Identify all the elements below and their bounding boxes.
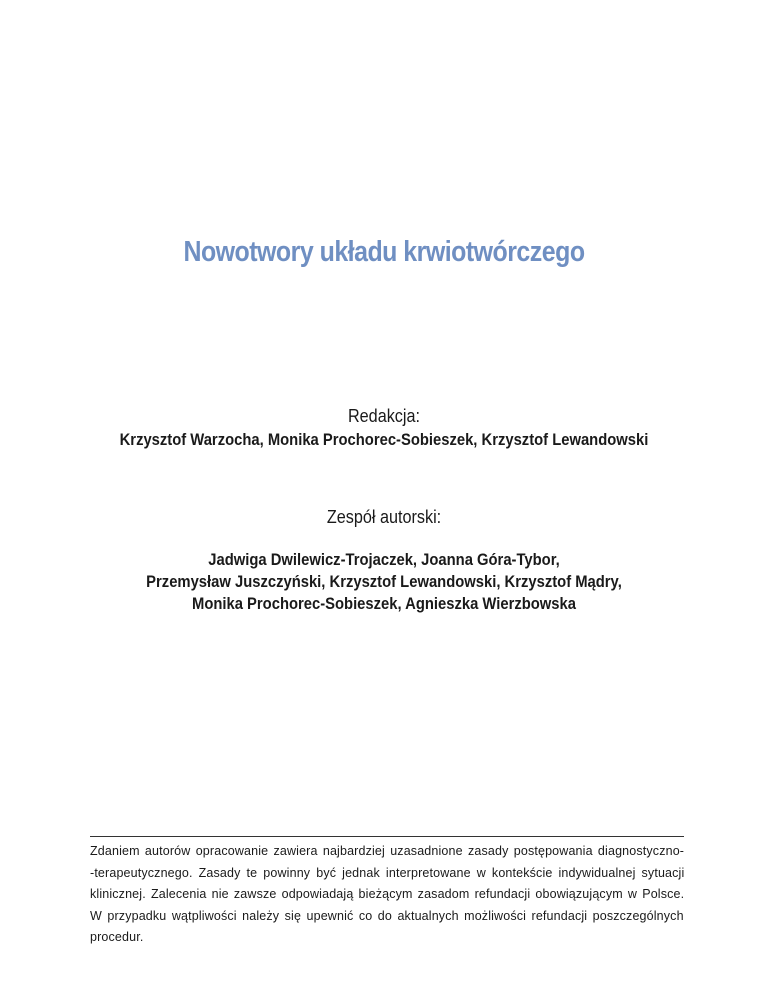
disclaimer-line: Zdaniem autorów opracowanie zawiera najbardziej uzasadnione zasady postępowania diagnostyczno- <box>90 844 685 858</box>
authors-names-block <box>0 549 768 615</box>
authors-names <box>50 549 718 615</box>
disclaimer-text <box>90 841 684 949</box>
authors-line: Jadwiga Dwilewicz-Trojaczek, Joanna Góra-Tybor, <box>208 550 560 569</box>
disclaimer-line: procedur. <box>90 930 144 944</box>
editors-label: Redakcja: <box>347 406 421 426</box>
authors-line: Przemysław Juszczyński, Krzysztof Lewandowski, Krzysztof Mądry, <box>146 572 622 591</box>
editors-section <box>0 404 768 428</box>
footer-divider <box>90 836 684 837</box>
authors-line: Monika Prochorec-Sobieszek, Agnieszka Wierzbowska <box>192 594 576 613</box>
editors-names-block <box>0 429 768 451</box>
editors-names: Krzysztof Warzocha, Monika Prochorec-Sobieszek, Krzysztof Lewandowski <box>119 430 649 449</box>
disclaimer-line: W przypadku wątpliwości należy się upewnić co do aktualnych możliwości refundacji poszczególnych <box>90 908 684 923</box>
disclaimer-line: klinicznej. Zalecenia nie zawsze odpowiadają bieżącym zasadom refundacji obowiązującym w Polsce. <box>90 887 685 901</box>
authors-label: Zespół autorski: <box>326 507 442 527</box>
document-title: Nowotwory układu krwiotwórczego <box>183 236 585 268</box>
authors-section <box>0 505 768 529</box>
disclaimer-line: -terapeutycznego. Zasady te powinny być jednak interpretowane w kontekście indywidualnej sytuacji <box>90 865 685 880</box>
